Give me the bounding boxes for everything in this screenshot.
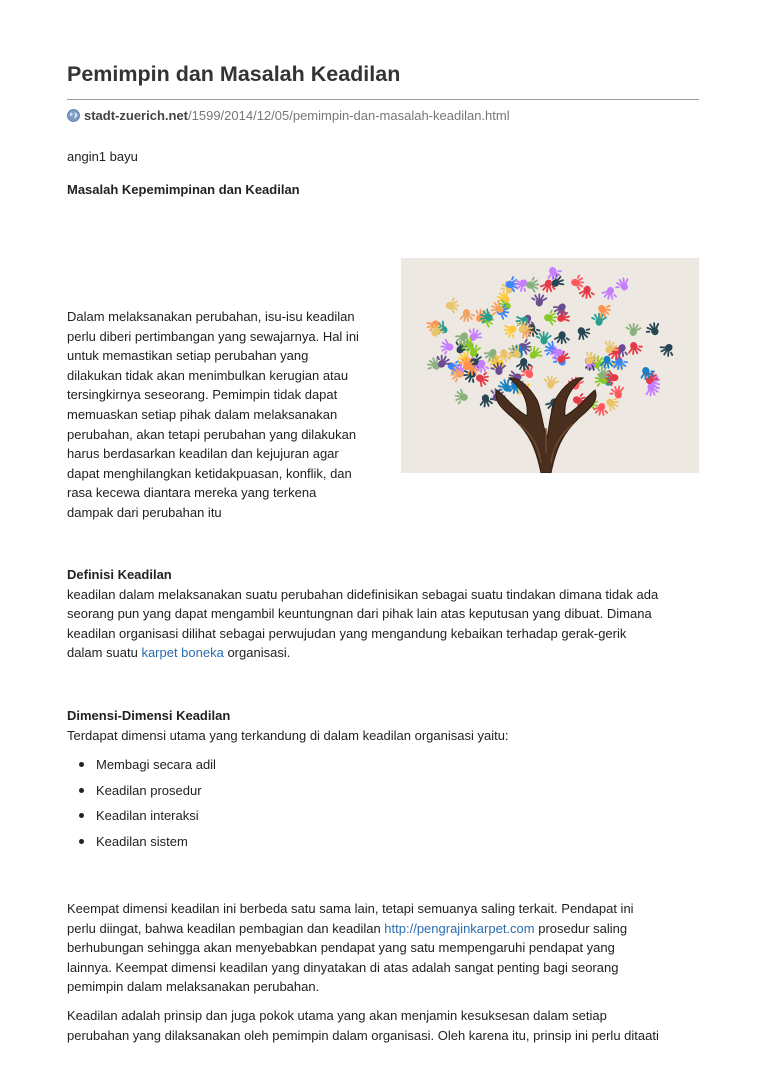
list-item <box>67 829 216 855</box>
source-line <box>67 108 510 123</box>
bullet-icon <box>79 813 84 818</box>
hand-tree-illustration <box>401 258 699 473</box>
dimensions-intro: Terdapat dimensi utama yang terkandung di dalam keadilan organisasi yaitu: <box>67 727 509 743</box>
definition-line: seorang pun yang dapat mengambil keuntungnan dari pihak lain atas keputusan yang dibuat. Dimana <box>67 606 652 622</box>
paragraph-line: lainnya. Keempat dimensi keadilan yang dinyatakan di atas adalah sangat penting bagi seorang <box>67 959 619 975</box>
section-heading-dimensi: Dimensi-Dimensi Keadilan <box>67 708 231 723</box>
intro-line: perubahan, akan tetapi perubahan yang dilakukan <box>67 426 357 442</box>
intro-line: memuaskan setiap pihak dalam melaksanakan <box>67 406 338 422</box>
intro-line: harus berdasarkan keadilan dan kejujuran agar <box>67 446 339 462</box>
page-title: Pemimpin dan Masalah Keadilan <box>67 62 401 86</box>
intro-line: perlu diberi pertimbangan yang sewajarnya. Hal ini <box>67 328 359 344</box>
bullet-icon <box>79 788 84 793</box>
list-item <box>67 778 216 804</box>
intro-line: Dalam melaksanakan perubahan, isu-isu keadilan <box>67 309 355 324</box>
intro-line: dampak dari perubahan itu <box>67 504 222 520</box>
paragraph-line: Keadilan adalah prinsip dan juga pokok utama yang akan menjamin kesuksesan dalam setiap <box>67 1008 607 1023</box>
definition-section <box>67 565 707 663</box>
paragraph-line: berhubungan sehingga akan menyebabkan pendapat yang satu mempengaruhi pendapat yang <box>67 940 615 956</box>
bullet-icon <box>79 762 84 767</box>
paragraph-line: pemimpin dalam melaksanakan perubahan. <box>67 979 320 995</box>
definition-line <box>67 643 707 663</box>
dimensions-list <box>67 752 216 854</box>
intro-paragraph <box>67 307 387 523</box>
list-item <box>67 803 216 829</box>
karpet-boneka-link[interactable]: karpet boneka <box>141 645 224 661</box>
intro-line: rasa kecewa diantara mereka yang terkena <box>67 485 317 501</box>
dimensions-section <box>67 706 707 745</box>
list-item-label: Membagi secara adil <box>96 757 216 772</box>
list-item-label: Keadilan interaksi <box>96 808 199 823</box>
section-heading-definisi: Definisi Keadilan <box>67 567 172 582</box>
list-item-label: Keadilan sistem <box>96 833 188 849</box>
title-divider <box>67 99 699 100</box>
paragraph-line <box>67 919 707 939</box>
definition-text: dalam suatu <box>67 645 142 661</box>
author-name: angin1 bayu <box>67 149 138 164</box>
globe-icon <box>67 109 80 122</box>
intro-line: dilakukan tidak akan menimbulkan kerugian atau <box>67 367 349 383</box>
definition-text: organisasi. <box>223 645 291 661</box>
paragraph-line: perubahan yang dilaksanakan oleh pemimpin dalam organisasi. Oleh karena itu, prinsip ini perlu ditaati <box>67 1027 659 1043</box>
list-item <box>67 752 216 778</box>
pengrajinkarpet-link[interactable]: http://pengrajinkarpet.com <box>384 920 535 936</box>
paragraph-line: Keempat dimensi keadilan ini berbeda satu sama lain, tetapi semuanya saling terkait. Pendapat ini <box>67 901 634 916</box>
bullet-icon <box>79 839 84 844</box>
paragraph-text: perlu diingat, bahwa keadilan pembagian dan keadilan <box>67 920 385 936</box>
section-heading-masalah: Masalah Kepemimpinan dan Keadilan <box>67 182 300 197</box>
definition-line: keadilan dalam melaksanakan suatu perubahan didefinisikan sebagai suatu tindakan dimana tidak ada <box>67 586 659 602</box>
paragraph-keempat-dimensi <box>67 899 707 997</box>
paragraph-keadilan-prinsip <box>67 1006 707 1045</box>
list-item-label: Keadilan prosedur <box>96 782 202 798</box>
source-path: /1599/2014/12/05/pemimpin-dan-masalah-keadilan.html <box>188 108 510 123</box>
intro-line: dapat menghilangkan ketidakpuasan, konflik, dan <box>67 465 352 481</box>
source-domain-link[interactable]: stadt-zuerich.net <box>84 108 189 123</box>
intro-line: untuk memastikan setiap perubahan yang <box>67 348 309 364</box>
definition-line: keadilan organisasi dilihat sebagai perwujudan yang mengandung kebaikan terhadap gerak-gerik <box>67 625 627 641</box>
paragraph-text: prosedur saling <box>534 920 628 936</box>
intro-line: tersingkirnya seseorang. Pemimpin tidak dapat <box>67 387 338 403</box>
